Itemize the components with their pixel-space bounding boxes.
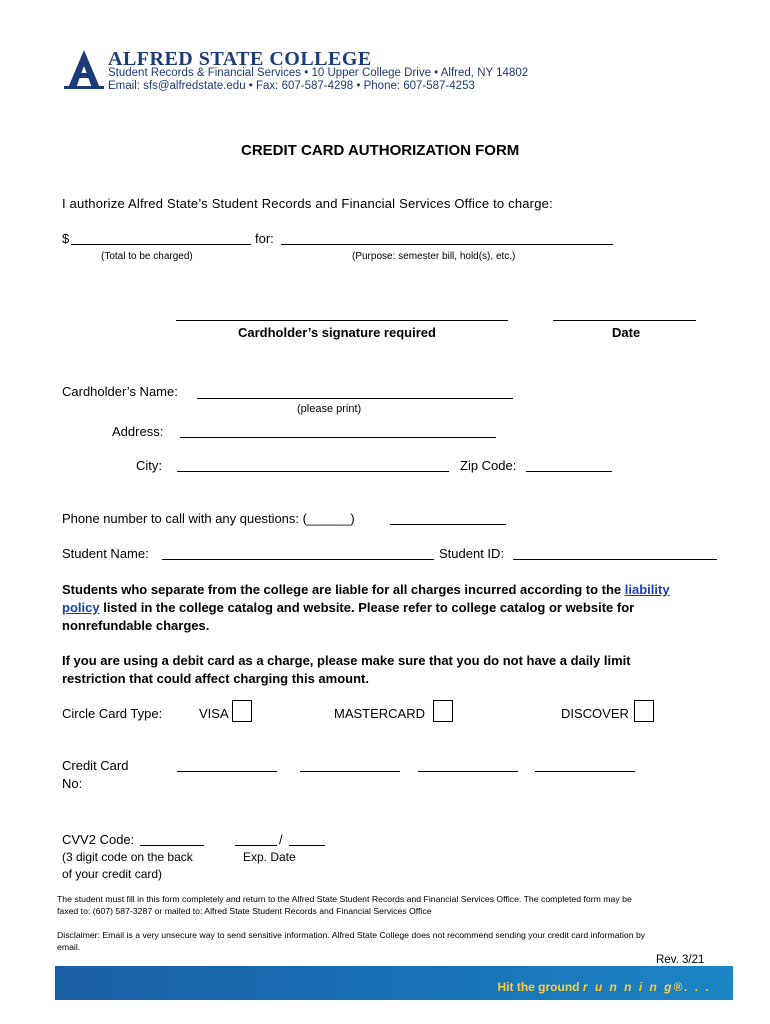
liability-text-3: nonrefundable charges. (62, 618, 210, 633)
cvv-field[interactable] (140, 845, 204, 846)
discover-checkbox[interactable] (634, 700, 654, 722)
address-field[interactable] (180, 437, 496, 438)
purpose-field[interactable] (281, 244, 613, 245)
zip-label: Zip Code: (460, 458, 517, 473)
city-label: City: (136, 458, 162, 473)
circle-card-label: Circle Card Type: (62, 706, 163, 721)
cvv-hint-2: of your credit card) (62, 867, 163, 881)
address-line: Student Records & Financial Services • 10 Upper College Drive • Alfred, NY 14802 (108, 67, 529, 79)
cardholder-name-label: Cardholder’s Name: (62, 384, 178, 399)
amount-field[interactable] (71, 244, 251, 245)
city-field[interactable] (177, 471, 449, 472)
mastercard-checkbox[interactable] (433, 700, 453, 722)
student-name-field[interactable] (162, 559, 434, 560)
disclaimer-1: Disclaimer: Email is a very unsecure way to send sensitive information. Alfred State College does not recommend sending your credit card information by (57, 930, 646, 940)
instructions-1: The student must fill in this form completely and return to the Alfred State Student Records and Financial Services Office. The completed form may be (57, 894, 632, 904)
contact-line: Email: sfs@alfredstate.edu • Fax: 607-587-4298 • Phone: 607-587-4253 (108, 80, 475, 92)
phone-label: Phone number to call with any questions: (______) (62, 511, 355, 526)
address-label: Address: (112, 424, 164, 439)
signature-label: Cardholder’s signature required (238, 325, 436, 340)
cc-group-4[interactable] (535, 771, 635, 772)
student-name-label: Student Name: (62, 546, 149, 561)
liability-text-2: listed in the college catalog and website. Please refer to college catalog or website for (103, 600, 635, 615)
student-id-label: Student ID: (439, 546, 505, 561)
form-title: CREDIT CARD AUTHORIZATION FORM (241, 142, 520, 159)
cardholder-name-field[interactable] (197, 398, 513, 399)
liability-policy-link-2[interactable]: policy (62, 600, 100, 615)
college-logo (64, 48, 104, 90)
exp-year-field[interactable] (289, 845, 325, 846)
cc-group-3[interactable] (418, 771, 518, 772)
liability-policy-link[interactable]: liability (624, 582, 670, 597)
zip-field[interactable] (526, 471, 612, 472)
debit-text-1: If you are using a debit card as a charge, please make sure that you do not have a daily limit (62, 653, 631, 668)
date-field[interactable] (553, 320, 696, 321)
cc-group-1[interactable] (177, 771, 277, 772)
for-label: for: (255, 231, 274, 246)
card-type-visa: VISA (199, 706, 229, 721)
card-type-discover: DISCOVER (561, 706, 629, 721)
phone-field[interactable] (390, 524, 506, 525)
total-hint: (Total to be charged) (101, 251, 193, 262)
exp-slash: / (279, 832, 283, 847)
liability-text-line2 (62, 600, 634, 615)
liability-text-1: Students who separate from the college are liable for all charges incurred according to the (62, 582, 622, 597)
slogan-part-a: Hit the ground (497, 980, 580, 994)
revision-label: Rev. 3/21 (656, 954, 705, 966)
footer-banner (55, 966, 733, 1000)
debit-text-2: restriction that could affect charging this amount. (62, 671, 369, 686)
signature-field[interactable] (176, 320, 508, 321)
cc-label-1: Credit Card (62, 758, 129, 773)
cc-label-2: No: (62, 776, 83, 791)
cc-group-2[interactable] (300, 771, 400, 772)
dollar-sign: $ (62, 231, 70, 246)
disclaimer-2: email. (57, 942, 81, 952)
exp-date-label: Exp. Date (243, 850, 296, 864)
cvv-hint-1: (3 digit code on the back (62, 850, 193, 864)
authorize-text: I authorize Alfred State’s Student Records and Financial Services Office to charge: (62, 196, 553, 211)
footer-slogan (498, 980, 712, 994)
please-print-hint: (please print) (297, 403, 362, 415)
college-name: ALFRED STATE COLLEGE (108, 48, 372, 70)
exp-month-field[interactable] (235, 845, 277, 846)
student-id-field[interactable] (513, 559, 717, 560)
liability-text (62, 582, 670, 597)
slogan-part-b: r u n n i n g®. . . (582, 980, 711, 994)
card-type-mastercard: MASTERCARD (334, 706, 426, 721)
date-label: Date (612, 325, 641, 340)
instructions-2: faxed to: (607) 587-3287 or mailed to: Alfred State Student Records and Financial Services Office (57, 906, 432, 916)
purpose-hint: (Purpose: semester bill, hold(s), etc.) (352, 251, 516, 262)
cvv-label: CVV2 Code: (62, 832, 135, 847)
visa-checkbox[interactable] (232, 700, 252, 722)
